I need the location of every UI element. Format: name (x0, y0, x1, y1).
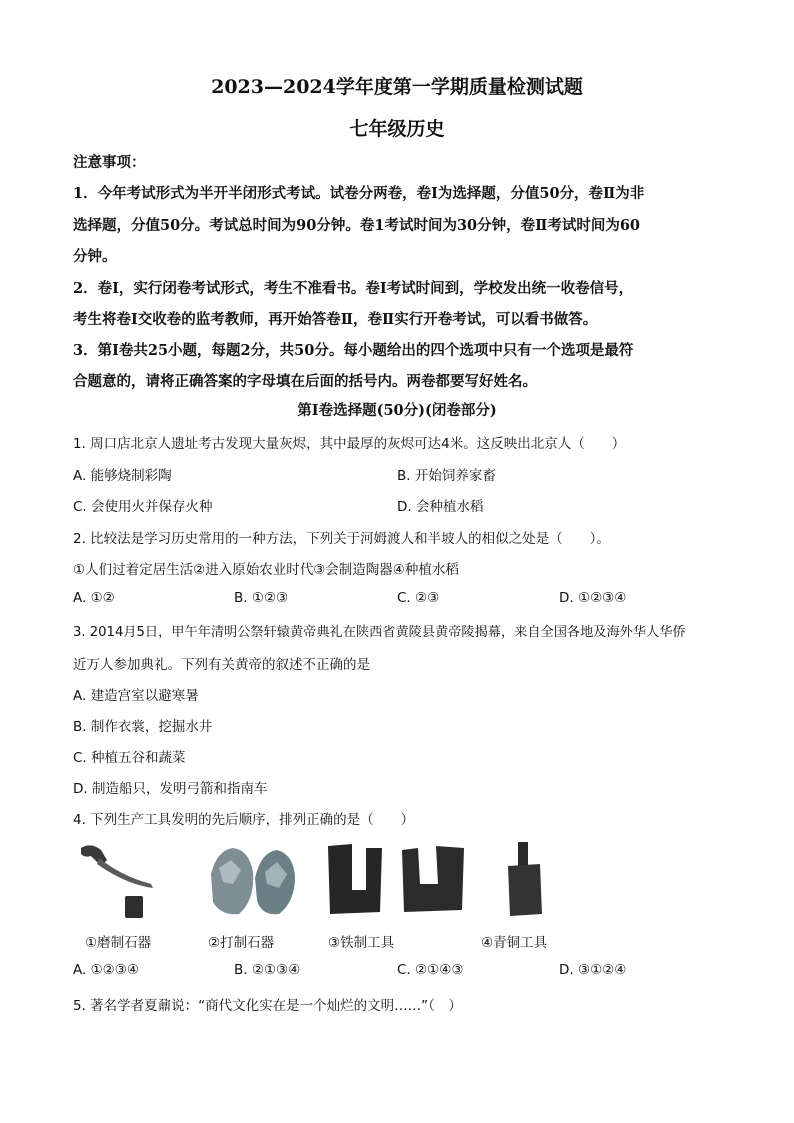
exam-title: 2023—2024学年度第一学期质量检测试题 (211, 76, 583, 98)
q2-option-a: A. ①② (73, 590, 115, 606)
question-3-stem-line2: 近万人参加典礼。下列有关黄帝的叙述不正确的是 (73, 657, 370, 673)
q4-option-d: D. ③①②④ (559, 962, 627, 978)
question-3-stem-line1: 3. 2014月5日，甲午年清明公祭轩辕黄帝典礼在陕西省黄陵县黄帝陵揭幕，来自全国各地及海外华人华侨 (73, 625, 686, 640)
notice-line: 选择题，分值50分。考试总时间为90分钟。卷1考试时间为30分钟，卷Ⅱ考试时间为60 (73, 217, 641, 234)
notice-line: 合题意的，请将正确答案的字母填在后面的括号内。两卷都要写好姓名。 (73, 373, 537, 390)
q4-option-b: B. ②①③④ (234, 962, 301, 978)
exam-subtitle: 七年级历史 (349, 118, 445, 140)
bronze-tool-image (500, 840, 550, 920)
q3-option-a: A. 建造宫室以避寒暑 (73, 688, 199, 704)
notice-line: 1．今年考试形式为半开半闭形式考试。试卷分两卷，卷Ⅰ为选择题，分值50分，卷Ⅱ为非 (73, 185, 645, 202)
q1-option-d: D. 会种植水稻 (397, 499, 484, 515)
q4-option-c: C. ②①④③ (397, 962, 464, 978)
q1-option-b: B. 开始饲养家畜 (397, 468, 496, 484)
notice-heading: 注意事项： (73, 154, 146, 171)
question-2-stem: 2. 比较法是学习历史常用的一种方法，下列关于河姆渡人和半坡人的相似之处是（ ）。 (73, 531, 610, 547)
q2-option-b: B. ①②③ (234, 590, 289, 606)
q2-option-c: C. ②③ (397, 590, 440, 606)
q4-option-a: A. ①②③④ (73, 962, 139, 978)
notice-line: 3．第Ⅰ卷共25小题，每题2分，共50分。每小题给出的四个选项中只有一个选项是最符 (73, 342, 634, 359)
q3-option-c: C. 种植五谷和蔬菜 (73, 750, 186, 766)
iron-tool-image (322, 840, 472, 920)
q1-option-a: A. 能够烧制彩陶 (73, 468, 172, 484)
notice-line: 考生将卷Ⅰ交收卷的监考教师，再开始答卷Ⅱ，卷Ⅱ实行开卷考试，可以看书做答。 (73, 311, 598, 328)
chipped-stone-tool-image (203, 844, 301, 922)
question-2-statement: ①人们过着定居生活②进入原始农业时代③会制造陶器④种植水稻 (73, 562, 459, 578)
polished-stone-tool-image (73, 840, 163, 922)
notice-line: 2．卷Ⅰ，实行闭卷考试形式，考生不准看书。卷Ⅰ考试时间到，学校发出统一收卷信号， (73, 280, 634, 297)
q4-caption-1: ①磨制石器 (85, 935, 152, 951)
q4-caption-3: ③铁制工具 (328, 935, 395, 951)
notice-line: 分钟。 (73, 248, 117, 265)
question-4-stem: 4. 下列生产工具发明的先后顺序，排列正确的是（ ） (73, 812, 415, 828)
question-5-stem: 5. 著名学者夏鼐说：“商代文化实在是一个灿烂的文明……”（ ） (73, 998, 462, 1014)
q4-caption-4: ④青铜工具 (481, 935, 548, 951)
q3-option-b: B. 制作衣裳，挖掘水井 (73, 719, 213, 735)
q2-option-d: D. ①②③④ (559, 590, 627, 606)
q4-caption-2: ②打制石器 (208, 935, 275, 951)
q1-option-c: C. 会使用火并保存火种 (73, 499, 213, 515)
section-title: 第Ⅰ卷选择题(50分)(闭卷部分) (297, 402, 497, 419)
q3-option-d: D. 制造船只，发明弓箭和指南车 (73, 781, 268, 797)
question-1-stem: 1. 周口店北京人遗址考古发现大量灰烬，其中最厚的灰烬可达4米。这反映出北京人（ ） (73, 436, 626, 452)
